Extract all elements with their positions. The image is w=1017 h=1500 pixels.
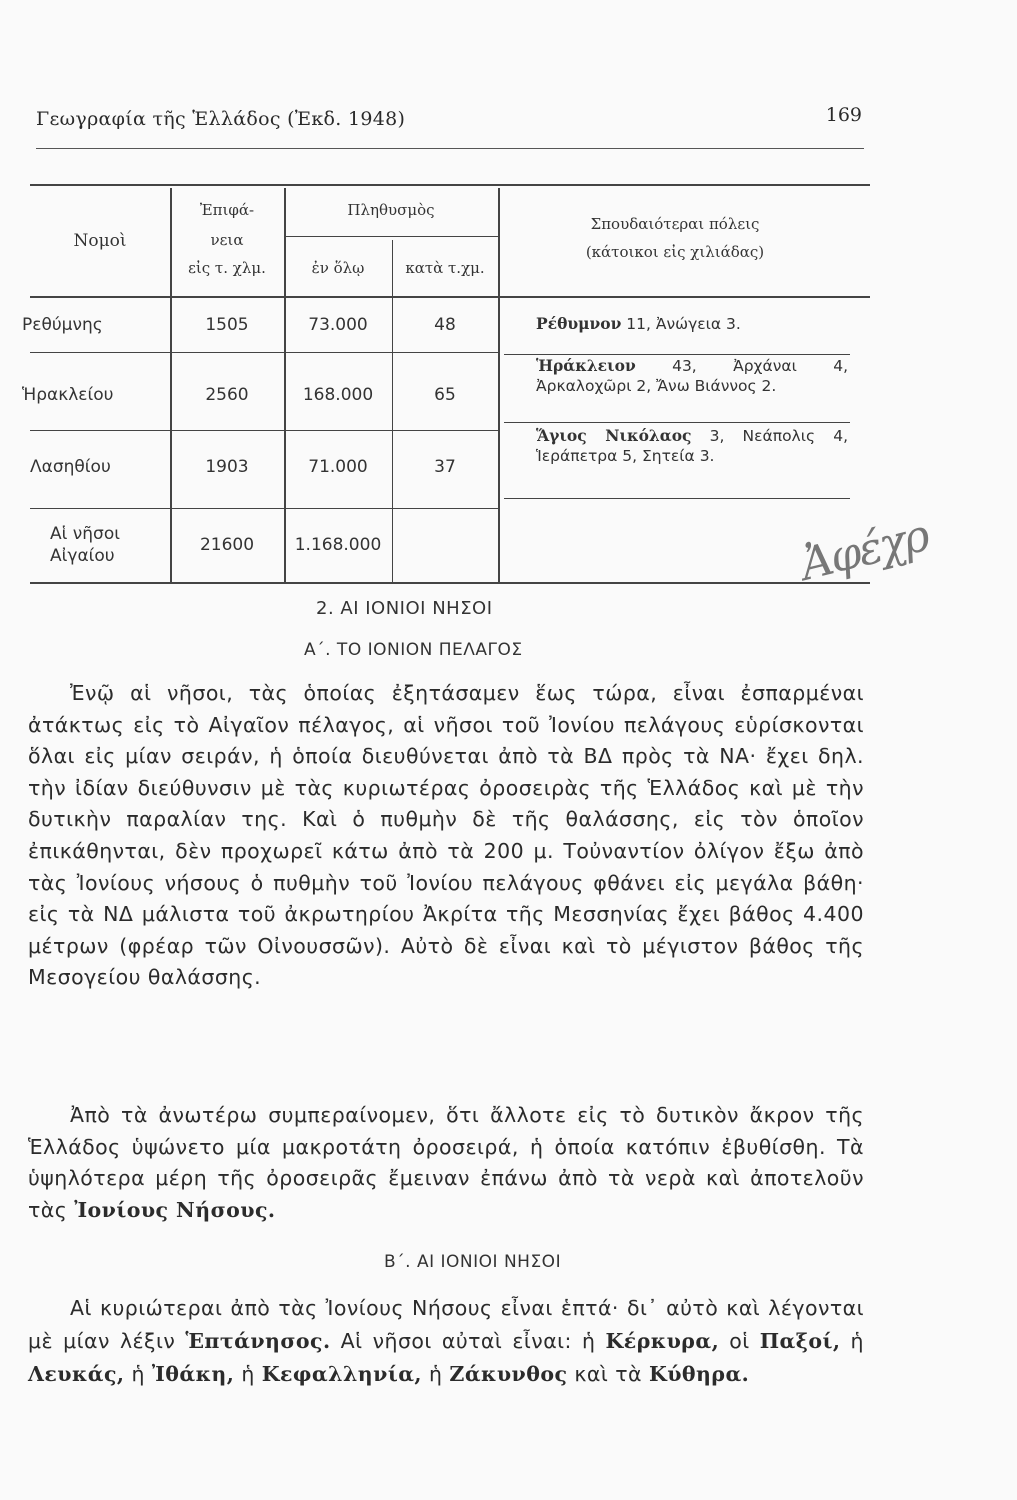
paragraph-text: ἡ — [124, 1362, 152, 1386]
row-area: 1903 — [205, 457, 249, 477]
island-name: Παξοί, — [759, 1329, 841, 1353]
paragraph-sunken-range — [28, 1100, 864, 1226]
paragraph-text: ἡ — [422, 1362, 450, 1386]
island-name: Ἰθάκη, — [151, 1362, 235, 1386]
row-name-line2: Αἰγαίου — [50, 546, 115, 566]
row-cities — [536, 426, 848, 466]
column-rule — [392, 240, 393, 582]
section-heading: 2. ΑΙ ΙΟΝΙΟΙ ΝΗΣΟΙ — [316, 598, 493, 619]
island-name: Κεφαλληνία, — [261, 1362, 423, 1386]
row-cities-rest: 43, Ἀρχάναι 4, Ἀρκαλοχῶρι 2, Ἄνω Βιάννος 2. — [536, 357, 848, 396]
row-cities-main: Ρέθυμνον — [536, 314, 622, 333]
row-cities-main: Ἡράκλειον — [536, 356, 636, 375]
row-rule — [504, 498, 850, 499]
header-pop-density: κατὰ τ.χμ. — [405, 259, 485, 277]
subsection-a-heading: Α΄. ΤΟ ΙΟΝΙΟΝ ΠΕΛΑΓΟΣ — [304, 640, 523, 660]
row-name: Ρεθύμνης — [22, 315, 103, 335]
table-bottom-rule — [30, 582, 870, 584]
row-cities-rest: 3, Νεάπολις 4, Ἱεράπετρα 5, Σητεία 3. — [536, 427, 848, 466]
island-group-term: Ἑπτάνησος. — [185, 1329, 331, 1353]
row-area: 2560 — [205, 385, 249, 405]
page-number: 169 — [825, 104, 862, 126]
header-area-line2: νεια — [210, 231, 244, 249]
row-pop-total: 168.000 — [302, 385, 374, 405]
prefecture-table — [22, 184, 870, 588]
row-rule — [30, 430, 498, 431]
paragraph-text: ἡ — [840, 1329, 865, 1353]
paragraph-text: Αἱ κυριώτεραι ἀπὸ τὰς Ἰονίους Νήσους εἶναι ἑπτά· δι᾽ αὐτὸ καὶ λέγονται μὲ μίαν λέξιν — [28, 1296, 864, 1353]
running-title: Γεωγραφία τῆς Ἑλλάδος (Ἐκδ. 1948) — [36, 108, 406, 130]
header-nomoi: Νομοὶ — [73, 231, 127, 251]
row-pop-total: 73.000 — [308, 315, 368, 335]
paragraph-text: ἡ — [234, 1362, 262, 1386]
table-top-rule — [30, 184, 870, 186]
row-name: Λασηθίου — [30, 457, 111, 477]
header-population: Πληθυσμὸς — [347, 201, 435, 219]
ionian-islands-term: Ἰονίους Νήσους. — [74, 1197, 276, 1222]
page-header — [36, 104, 864, 144]
row-rule — [504, 354, 850, 355]
row-rule — [30, 508, 498, 509]
paragraph-text: καὶ τὰ — [567, 1362, 649, 1386]
paragraph-text: Ἀπὸ τὰ ἀνωτέρω συμπεραίνομεν, ὅτι ἄλλοτε εἰς τὸ δυτικὸν ἄκρον τῆς Ἑλλάδος ὑψώνετο μία μακροτάτη ὀροσειρά, ἡ ὁποία κατόπιν ἐβυθίσθη. Τὰ ὑψηλότερα μέρη τῆς ὀροσειρᾶς ἔμειναν ἐπάνω ἀπὸ τὰ νερὰ καὶ ἀποτελοῦν τὰς — [28, 1103, 864, 1222]
row-cities-rest: 11, Ἀνώγεια 3. — [621, 315, 741, 333]
header-cities-line2: (κάτοικοι εἰς χιλιάδας) — [585, 243, 765, 261]
row-rule — [30, 352, 498, 353]
row-pop-density: 37 — [434, 457, 456, 477]
paragraph-seven-islands — [28, 1292, 864, 1391]
row-cities — [536, 356, 848, 396]
paragraph-text: Αἱ νῆσοι αὐταὶ εἶναι: ἡ — [330, 1329, 606, 1353]
row-name-line1: Αἱ νῆσοι — [50, 524, 120, 544]
header-bottom-rule — [30, 296, 870, 298]
paragraph-ionian-sea: Ἐνῷ αἱ νῆσοι, τὰς ὁποίας ἐξητάσαμεν ἕως τώρα, εἶναι ἐσπαρμέναι ἀτάκτως εἰς τὸ Αἰγαῖον πέλαγος, αἱ νῆσοι τοῦ Ἰονίου πελάγους εὑρίσκονται ὅλαι εἰς μίαν σειράν, ἡ ὁποία διευθύνεται ἀπὸ τὰ ΒΔ πρὸς τὰ ΝΑ· ἔχει δηλ. τὴν ἰδίαν διεύθυνσιν μὲ τὰς κυριωτέρας ὀροσειρὰς τῆς Ἑλλάδος καὶ μὲ τὴν δυτικὴν παραλίαν της. Καὶ ὁ πυθμὴν δὲ τῆς θαλάσσης, εἰς τὸν ὁποῖον ἐπικάθηνται, δὲν προχωρεῖ κάτω ἀπὸ τὰ 200 μ. Τοὐναντίον ὀλίγον ἔξω ἀπὸ τὰς Ἰονίους νήσους ὁ πυθμὴν τοῦ Ἰονίου πελάγους φθάνει εἰς μεγάλα βάθη· εἰς τὰ ΝΔ μάλιστα τοῦ ἀκρωτηρίου Ἀκρίτα τῆς Μεσσηνίας ἔχει βάθος 4.400 μέτρων (φρέαρ τῶν Οἰνουσσῶν). Αὐτὸ δὲ εἶναι καὶ τὸ μέγιστον βάθος τῆς Μεσογείου θαλάσσης. — [28, 681, 864, 990]
header-pop-total: ἐν ὅλῳ — [311, 259, 365, 277]
header-area-line1: Ἐπιφά- — [199, 201, 255, 219]
row-pop-total: 71.000 — [308, 457, 368, 477]
row-cities — [536, 314, 848, 334]
row-pop-total: 1.168.000 — [294, 535, 382, 555]
header-rule — [36, 148, 864, 149]
subsection-b-heading: Β΄. ΑΙ ΙΟΝΙΟΙ ΝΗΣΟΙ — [384, 1252, 562, 1272]
pop-subheader-rule — [284, 236, 498, 237]
row-pop-density: 48 — [434, 315, 456, 335]
row-cities-main: Ἅγιος Νικόλαος — [536, 426, 692, 445]
row-rule — [504, 422, 850, 423]
island-name: Ζάκυνθος — [449, 1362, 568, 1386]
row-pop-density: 65 — [434, 385, 456, 405]
row-name: Ἡρακλείου — [22, 385, 114, 405]
paragraph-text: οἱ — [719, 1329, 760, 1353]
header-cities-line1: Σπουδαιότεραι πόλεις — [590, 215, 760, 233]
header-area-line3: εἰς τ. χλμ. — [188, 259, 266, 277]
row-area: 21600 — [199, 535, 255, 555]
row-area: 1505 — [205, 315, 249, 335]
island-name: Κύθηρα. — [648, 1362, 750, 1386]
island-name: Κέρκυρα, — [605, 1329, 720, 1353]
island-name: Λευκάς, — [28, 1362, 125, 1386]
handwritten-note: Ἀφέχρ — [795, 510, 933, 591]
